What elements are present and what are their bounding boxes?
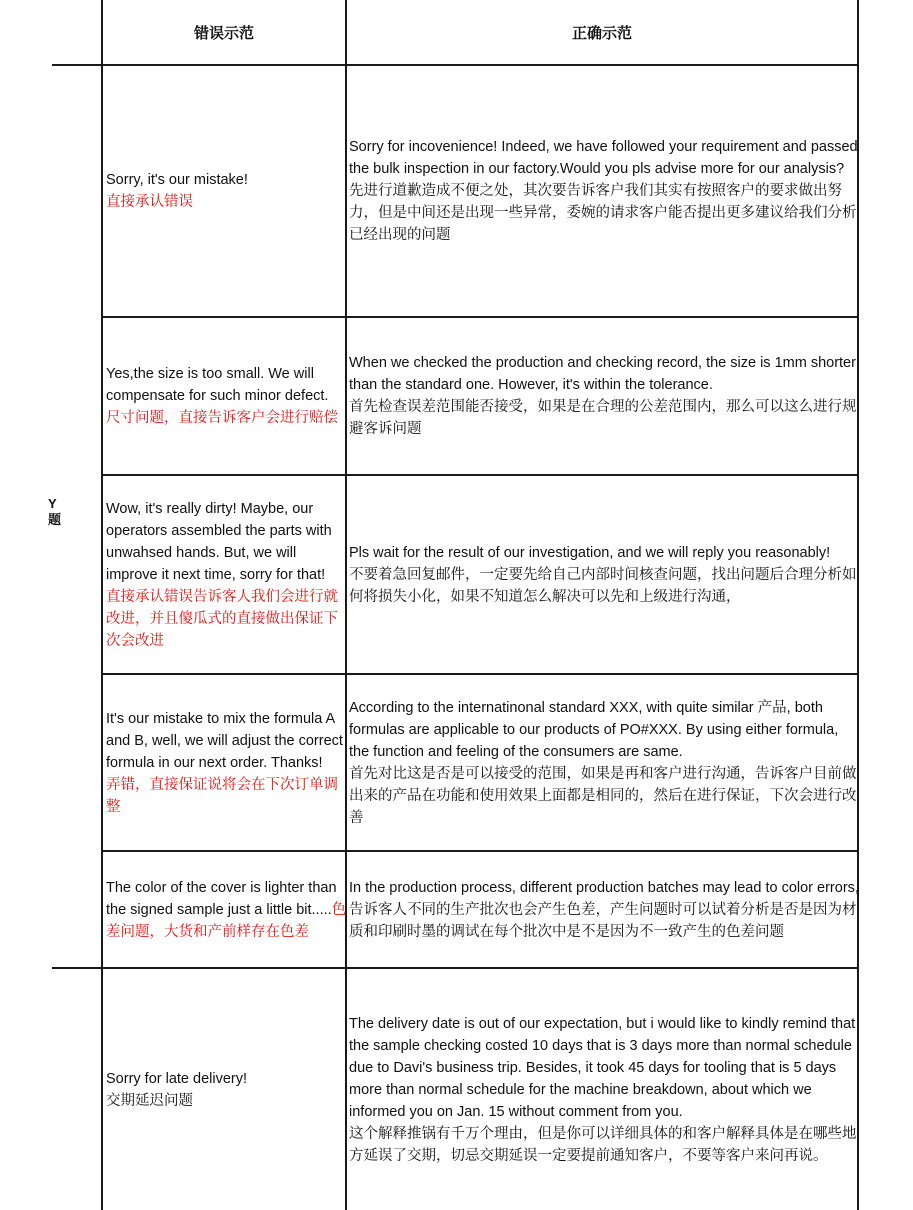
row6-wrong-en: Sorry for late delivery! — [106, 1070, 248, 1087]
row6-wrong-cell — [106, 969, 348, 1210]
row4-wrong-cell — [106, 675, 348, 850]
row6-right-cell — [349, 969, 859, 1210]
row6-wrong-cn: 交期延迟问题 — [106, 1092, 193, 1109]
row4-wrong-cn: 弄错，直接保证说将会在下次订单调整 — [106, 776, 338, 815]
row5-right-cn: 告诉客人不同的生产批次也会产生色差，产生问题时可以试着分析是否是因为材质和印刷时墨的调试在每个批次中是不是因为不一致产生的色差问题 — [349, 901, 857, 940]
row3-right-en: Pls wait for the result of our investigation, and we will reply you reasonably! — [349, 544, 831, 561]
row2-wrong-cell — [106, 318, 348, 474]
row1-wrong-cell — [106, 66, 348, 316]
row1-wrong-en: Sorry, it's our mistake! — [106, 172, 248, 188]
row5-wrong-en: The color of the cover is lighter than the signed sample just a little bit..... — [106, 879, 337, 918]
row5-right-en: In the production process, different production batches may lead to color errors, — [349, 879, 859, 896]
row2-right-cell — [349, 318, 859, 474]
row3-wrong-en: Wow, it's really dirty! Maybe, our operators assembled the parts with unwahsed hands. But, we will improve it next time, sorry for that! — [106, 500, 332, 583]
header-right: 正确示范 — [571, 24, 632, 42]
row2-right-cn: 首先检查误差范围能否接受，如果是在合理的公差范围内，那么可以这么进行规避客诉问题 — [349, 399, 857, 437]
header-wrong: 错误示范 — [193, 24, 254, 42]
row5-right-cell — [349, 852, 859, 967]
row4-right-cn: 首先对比这是否是可以接受的范围，如果是再和客户进行沟通，告诉客户目前做出来的产品在功能和使用效果上面都是相同的，然后在进行保证，下次会进行改善 — [349, 765, 857, 826]
row1-right-cell — [349, 66, 859, 316]
row1-wrong-cn: 直接承认错误 — [106, 194, 193, 210]
row5-wrong-cn: 色差问题，大货和产前样存在色差 — [106, 901, 347, 940]
row4-right-cell — [349, 675, 859, 850]
row6-right-en: The delivery date is out of our expectation, but i would like to kindly remind that the sample checking costed 10 days that is 3 days more than normal schedule due to Davi's business trip. Besides, it took 45 days for tooling that is 5 days more than normal schedule for the machine breakdown, about which we informed you on Jan. 15 without comment from you. — [349, 1015, 856, 1120]
vline-left — [101, 0, 103, 1210]
row5-wrong-text — [106, 877, 348, 943]
side-fragment: Y 题 — [48, 496, 62, 527]
row3-wrong-cell — [106, 476, 348, 673]
row4-right-en: According to the internatinonal standard XXX, with quite similar 产品, both formulas are applicable to our products of PO#XXX. By using either formula, the function and feeling of the consumers are same. — [349, 699, 839, 760]
row5-wrong-cell — [106, 852, 348, 967]
row1-right-cn: 先进行道歉造成不便之处，其次要告诉客户我们其实有按照客户的要求做出努力，但是中间还是出现一些异常，委婉的请求客户能否提出更多建议给我们分析已经出现的问题 — [349, 183, 857, 243]
row2-wrong-en: Yes,the size is too small. We will compensate for such minor defect. — [106, 366, 329, 404]
row4-wrong-en: It's our mistake to mix the formula A and B, well, we will adjust the correct formula in our next order. Thanks! — [106, 710, 343, 771]
row5-right-text — [349, 877, 859, 943]
row3-right-cn: 不要着急回复邮件，一定要先给自己内部时间核查问题，找出问题后合理分析如何将损失小化，如果不知道怎么解决可以先和上级进行沟通， — [349, 566, 857, 605]
row2-wrong-cn: 尺寸问题，直接告诉客户会进行赔偿 — [106, 410, 338, 426]
row3-right-cell — [349, 476, 859, 673]
row2-right-en: When we checked the production and checking record, the size is 1mm shorter than the standard one. However, it's within the tolerance. — [349, 355, 856, 393]
row6-right-cn: 这个解释推锅有千万个理由，但是你可以详细具体的和客户解释具体是在哪些地方延误了交期，切忌交期延误一定要提前通知客户，不要等客户来问再说。 — [349, 1125, 857, 1164]
row3-wrong-cn: 直接承认错误告诉客人我们会进行就改进，并且傻瓜式的直接做出保证下次会改进 — [106, 588, 338, 649]
row1-right-en: Sorry for incovenience! Indeed, we have followed your requirement and passed the bulk inspection in our factory.Would you pls advise more for our analysis? — [349, 139, 858, 177]
